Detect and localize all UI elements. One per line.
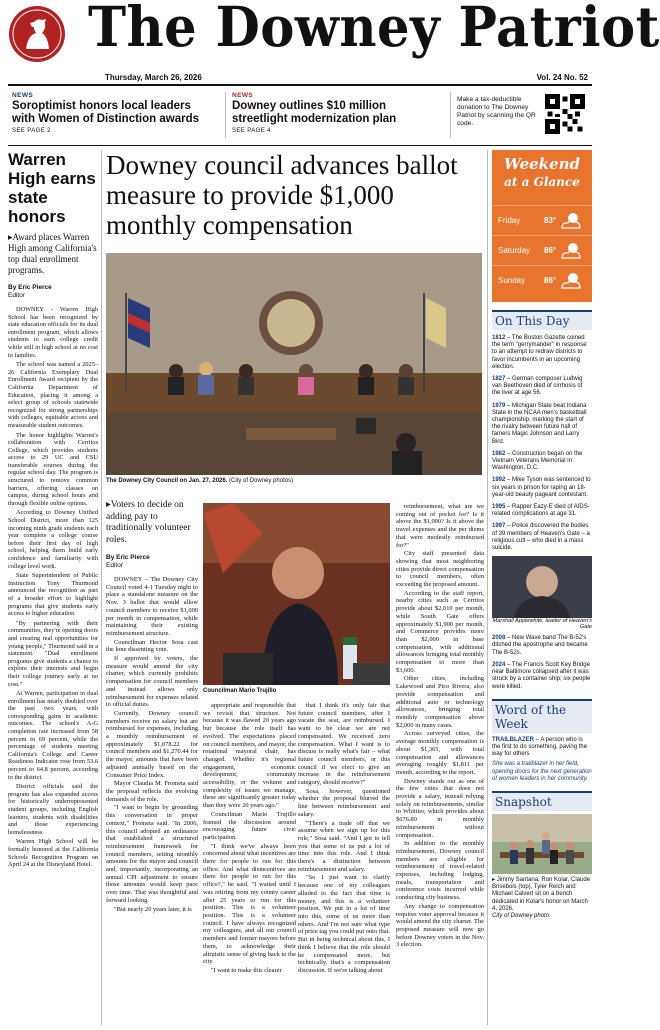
- main-byline: By Eric Pierce Editor: [106, 554, 150, 569]
- teaser-tag: NEWS: [232, 92, 254, 99]
- applewhite-photo: [492, 556, 592, 618]
- main-deck-area: [106, 500, 198, 914]
- left-deck: ▸Award places Warren High among California's top dual enrollment programs.: [8, 232, 97, 275]
- word-of-week-title: Word of the Week: [492, 699, 592, 733]
- issue-date: Thursday, March 26, 2026: [105, 73, 202, 82]
- partly-sunny-icon: [558, 240, 584, 262]
- list-item: 1995 – Rapper Eazy-E died of AIDS-related complications at age 31.: [492, 504, 590, 518]
- teaser-headline: Downey outlines $10 million streetlight modernization plan: [232, 100, 397, 125]
- donate-text: Make a tax-deductible donation to The Downey Patriot by scanning the QR code.: [457, 96, 536, 127]
- list-item: 1827 – German composer Ludwig van Beethoven died of cirrhosis of the liver at age 56.: [492, 376, 583, 397]
- partly-sunny-icon: [558, 210, 584, 232]
- left-headline: Warren High earns state honors: [8, 150, 96, 226]
- left-story: [8, 150, 98, 871]
- weather-sunday: Sunday 86°: [492, 265, 592, 295]
- teaser-page: SEE PAGE 4: [232, 128, 271, 134]
- list-item: 1997 – Police discovered the bodies of 39 members of Heaven's Gate – a religious cult – who died in a mass suicide.: [492, 523, 590, 552]
- snapshot-caption: ▸ Jimmy Santana, Ron Kolar, Claude Brisebois (top), Tyler Reich and Michael Calvert sit on a bench dedicated in Kolar's honor on March 4, 2026.: [492, 876, 591, 912]
- divider: [450, 92, 451, 138]
- masthead: [0, 0, 660, 70]
- weather-box: [492, 150, 592, 302]
- main-col2: appropriate and responsible that we revisit that structure. Not because it was flawed 20 years ago but because the role itself has evolved. The expectations placed on council members, and mayor, the rotational mayoral chair, has changed. Whether it's regional engagement, economic development, community accessibility, or the volume and complexity of issues we manage, these are significantly greater today than they were 20 years ago." Councilman Mario Trujillo framed the discussion around encouraging future civic participation. "I think we've always been concerned about what incentives are there for people to run for this office. And what disincentives are there for people to run for this office?," he said. "I waited until I was retiring from my county career after 25 years to run for this position. This is a volunteer position. This is a volunteer council. I have always recognized my colleagues, and all our council members and former mayors before them, to acknowledge their altruistic sense of giving back to the city. "I want to make this clearer: [203, 702, 296, 974]
- divider: [101, 150, 102, 1025]
- left-body: DOWNEY - Warren High School has been recognized by state education officials for its dual enrollment program, which allows students to earn college credit while still in high school at no cost to families. The school was named a 2025–26 California Exemplary Dual Enrollment Award recipient by the California Department of Education, placing it among a select group of schools statewide recognized for strong partnerships with colleges, equitable access and measurable student outcomes. The honor highlights Warren's collaboration with Cerritos College, which provides students access to 29 UC and CSU transferable courses during the regular school day. The program is structured to remove common barriers, offering classes on campus, during school hours and through flexible online options. According to Downey Unified School District, more than 125 incoming ninth grade students each year complete a college course before their first day of high school, helping them build early confidence and familiarity with college level work. State Superintendent of Public Instruction Tony Thurmond announced the recognition as part of a broader effort to highlight programs that give students early access to higher education. "By partnering with their communities, they're opening doors and creating real opportunities for young people," Thurmond said in a statement. "Dual enrollment programs give students a chance to explore their interests and begin their college journey early at no cost." At Warren, participation in dual enrollment has nearly doubled over the past two years, with corresponding gains in academic outcomes. The school's A-G completion rate increased from 58 percent to 69 percent, while the percentage of students meeting California's College and Career Readiness Indicator rose from 53.6 percent to 64.8 percent, according to the district. District officials said the program has also expanded access for historically underrepresented student groups, including English learners, students with disabilities and those experiencing homelessness. Warren High School will be formally honored at the California Schools Recognition Program on April 24 at the Disneyland Hotel.: [8, 306, 98, 869]
- left-byline: By Eric Pierce Editor: [8, 284, 52, 299]
- snapshot-title: Snapshot: [492, 791, 592, 811]
- divider: [487, 150, 488, 1025]
- list-item: 2024 – The Francis Scott Key Bridge near Baltimore collapsed after it was struck by a container ship; six people were killed.: [492, 661, 591, 690]
- on-this-day-title: On This Day: [492, 310, 592, 330]
- masthead-rule: [8, 84, 592, 86]
- on-this-day-list: [492, 335, 592, 552]
- applewhite-caption: Marshall Applewhite, leader of Heaven's Gate: [492, 618, 592, 631]
- trujillo-photo: [203, 503, 390, 685]
- list-item: 1979 – Michigan State beat Indiana State in the NCAA men's basketball championship, marking the start of the rivalry between future hall of famers Magic Johnson and Larry Bird.: [492, 402, 587, 445]
- qr-code-icon[interactable]: [545, 94, 585, 134]
- main-col1: DOWNEY – The Downey City Council voted 4-1 Tuesday night to place a standalone measure on the Nov. 3 ballot that would allow council members to receive $1,000 per month in compensation, while maintaining their existing reimbursement structure. Councilman Hector Sosa cast the lone dissenting vote. If approved by voters, the measure would amend the city charter, which currently prohibits compensation for council members and instead allows only reimbursement for expenses related to official duties. Currently, Downey council members receive no salary but are reimbursed for expenses, including a monthly reimbursement of approximately $1,078.22 for council members and $1,270.44 for the mayor, amounts that have been adjusted annually based on the Consumer Price Index. Mayor Claudia M. Frometa said the proposal reflects the evolving demands of the role. "I want to begin by grounding this conversation in proper context," Frometa said. "In 2006, this council adopted an ordinance that established a structured reimbursement framework for council members, setting monthly amounts for the mayor and council and, importantly, incorporating an annual CPI adjustment to ensure those amounts would keep pace over time. That was thoughtful and forward looking. "But nearly 20 years later, it is: [106, 576, 198, 913]
- council-photo: [106, 253, 482, 475]
- section-rule: [8, 145, 592, 146]
- main-headline: Downey council advances ballot measure to provide $1,000 monthly compensation: [106, 150, 458, 240]
- word-of-week-body: TRAILBLAZER – A person who is the first to do something, paving the way for others She was a trailblazer in her field, opening doors for the next generation of women leaders in her community.: [492, 736, 592, 782]
- snapshot-credit: City of Downey photo: [492, 912, 550, 919]
- list-item: 2008 – New Wave band The B-52's ditched the apostrophe and became The B-52s.: [492, 635, 588, 656]
- snapshot-photo: [492, 814, 592, 874]
- main-deck: ▸Voters to decide on adding pay to traditionally volunteer roles.: [106, 500, 191, 545]
- list-item: 1812 – The Boston Gazette coined the term "gerrymander" in response to an attempt to redraw districts to favor incumbents in an upcoming election.: [492, 335, 587, 370]
- teaser-soroptimist[interactable]: [12, 92, 217, 138]
- main-col3: that I think it's only fair that future council members, after I vacate the seat, are reimbursed. I want to be clear we are not compensated. We received zero compensation. What I want is to discuss is really what's fair – what future council members, or this council if we elect to give an increase in the reimbursement category, should receive?" Sosa, however, questioned whether the proposal blurred the line between reimbursement and salary. "There's a trade off that we assume when we sign up for this role," Sosa said. "And I got to tell you that some of us put a lot of time into this role. And I think there's a distinction between reimbursement and salary. "So I just want to clarify because one of my colleagues alluded to the fact that time is money, and this is a volunteer position. We put in a lot of time into this, some of us more than others. And I'm not sure what type of price tag you could put onto that. But in being technical about this, I think I believe that the role should be compensated more, but technically, that's a compensation discussion. If we're talking about: [298, 702, 390, 974]
- teaser-headline: Soroptimist honors local leaders with Women of Distinction awards: [12, 100, 199, 125]
- word-example: She was a trailblazer in her field, opening doors for the next generation of women leaders in her community.: [492, 761, 592, 782]
- teaser-tag: NEWS: [12, 92, 34, 99]
- list-item: 1982 – Construction began on the Vietnam Veterans Memorial in Washington, D.C.: [492, 450, 583, 472]
- main-col4: reimbursement, what are we coming out of pocket for? Is it above the $1,000? Is it above the travel expenses and the per diems that were modestly reimbursed for?" City staff presented data showing that most neighboring cities provide direct compensation to council members, often exceeding the proposed amount. According to the staff report, nearby cities such as Cerritos provide about $2,010 per month, while South Gate offers approximately $1,900 per month, and Commerce provides more than $2,000 in base compensation, with additional allowances bringing total monthly compensation to more than $3,600. Other cities, including Lakewood and Pico Rivera, also provide compensation and additional auto or technology allowances, bringing total monthly compensation above $2,000 in many cases. Across surveyed cities, the average monthly compensation is about $1,365, with total compensation and allowances averaging roughly $1,811 per month, according to the report. Downey stands out as one of the few cities that does not provide a salary, instead relying solely on reimbursements, similar to Whittier, which provides about $676.80 in monthly reimbursement without compensation. In addition to the monthly reimbursement, Downey council members are eligible for reimbursement of travel-related expenses, including lodging, meals, transportation and conference costs incurred while conducting city business. Any change to compensation requires voter approval because it would amend the city charter. The proposed measure will now go before Downey voters in the Nov. 3 election.: [396, 503, 484, 949]
- inset-caption: Councilman Mario Trujillo: [203, 688, 277, 694]
- weather-title: Weekend at a Glance: [503, 155, 581, 189]
- word: TRAILBLAZER: [492, 736, 534, 743]
- volume-number: Vol. 24 No. 52: [536, 73, 588, 82]
- list-item: 1992 – Mike Tyson was sentenced to six years in prison for raping an 18-year-old beauty pageant contestant.: [492, 477, 591, 498]
- right-column: [492, 150, 592, 920]
- photo-caption: The Downey City Council on Jan. 27, 2026. (City of Downey photos): [106, 478, 294, 484]
- weather-friday: Friday 83°: [492, 205, 592, 235]
- divider: [225, 92, 226, 138]
- on-this-day-list-2: [492, 635, 592, 690]
- patriot-logo-icon: [8, 5, 66, 63]
- newspaper-title: The Downey Patriot: [88, 0, 660, 59]
- teaser-streetlight[interactable]: [232, 92, 442, 138]
- partly-sunny-icon: [558, 270, 584, 292]
- teaser-page: SEE PAGE 2: [12, 128, 51, 134]
- weather-saturday: Saturday 86°: [492, 235, 592, 265]
